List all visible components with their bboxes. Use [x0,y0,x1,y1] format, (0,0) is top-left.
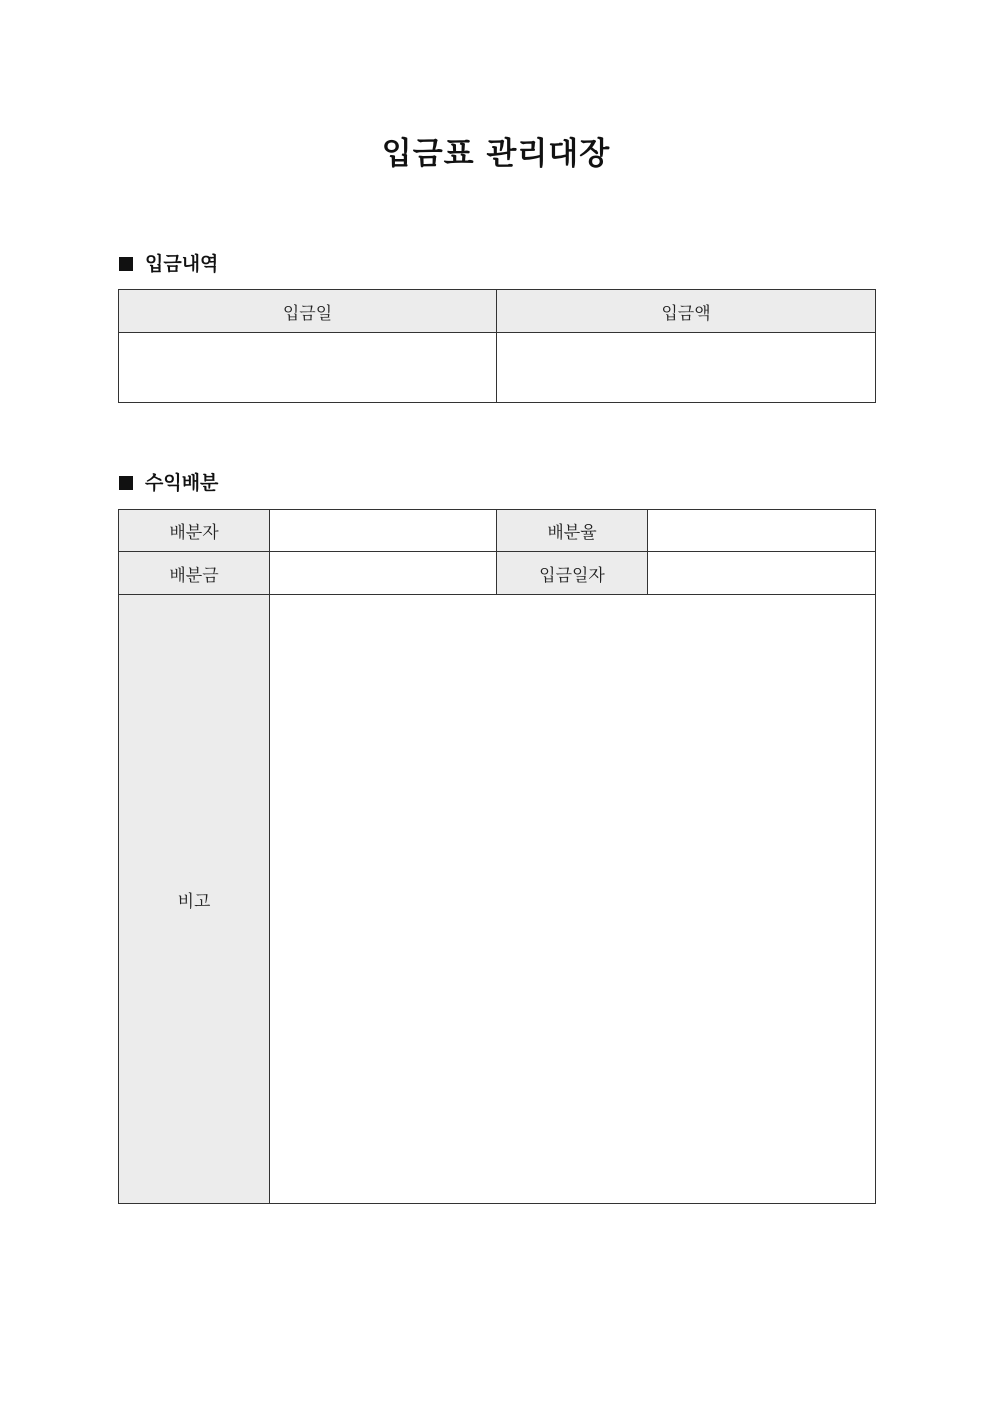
recipient-label: 배분자 [119,510,270,552]
deposit-section-title: 입금내역 [145,253,219,275]
deposit-date-cell[interactable] [119,333,497,403]
black-square-icon [119,257,133,271]
black-square-icon [119,476,133,490]
distribution-section-title: 수익배분 [145,472,219,494]
remarks-label: 비고 [119,595,270,1204]
table-row [119,595,876,1204]
ratio-cell[interactable] [648,510,876,552]
deposit-date-label: 입금일자 [497,552,648,595]
distribution-section-heading [119,471,218,495]
remarks-cell[interactable] [270,595,876,1204]
table-row [119,552,876,595]
table-row [119,510,876,552]
page-title: 입금표 관리대장 [381,136,611,172]
deposit-section-heading [119,252,218,276]
recipient-cell[interactable] [270,510,497,552]
column-header-deposit-date: 입금일 [119,290,497,333]
deposit-amount-cell[interactable] [497,333,876,403]
amount-label: 배분금 [119,552,270,595]
ratio-label: 배분율 [497,510,648,552]
deposit-date-value-cell[interactable] [648,552,876,595]
amount-cell[interactable] [270,552,497,595]
deposit-table [118,289,876,403]
table-row [119,333,876,403]
distribution-table [118,509,876,1204]
table-header-row [119,290,876,333]
column-header-deposit-amount: 입금액 [497,290,876,333]
